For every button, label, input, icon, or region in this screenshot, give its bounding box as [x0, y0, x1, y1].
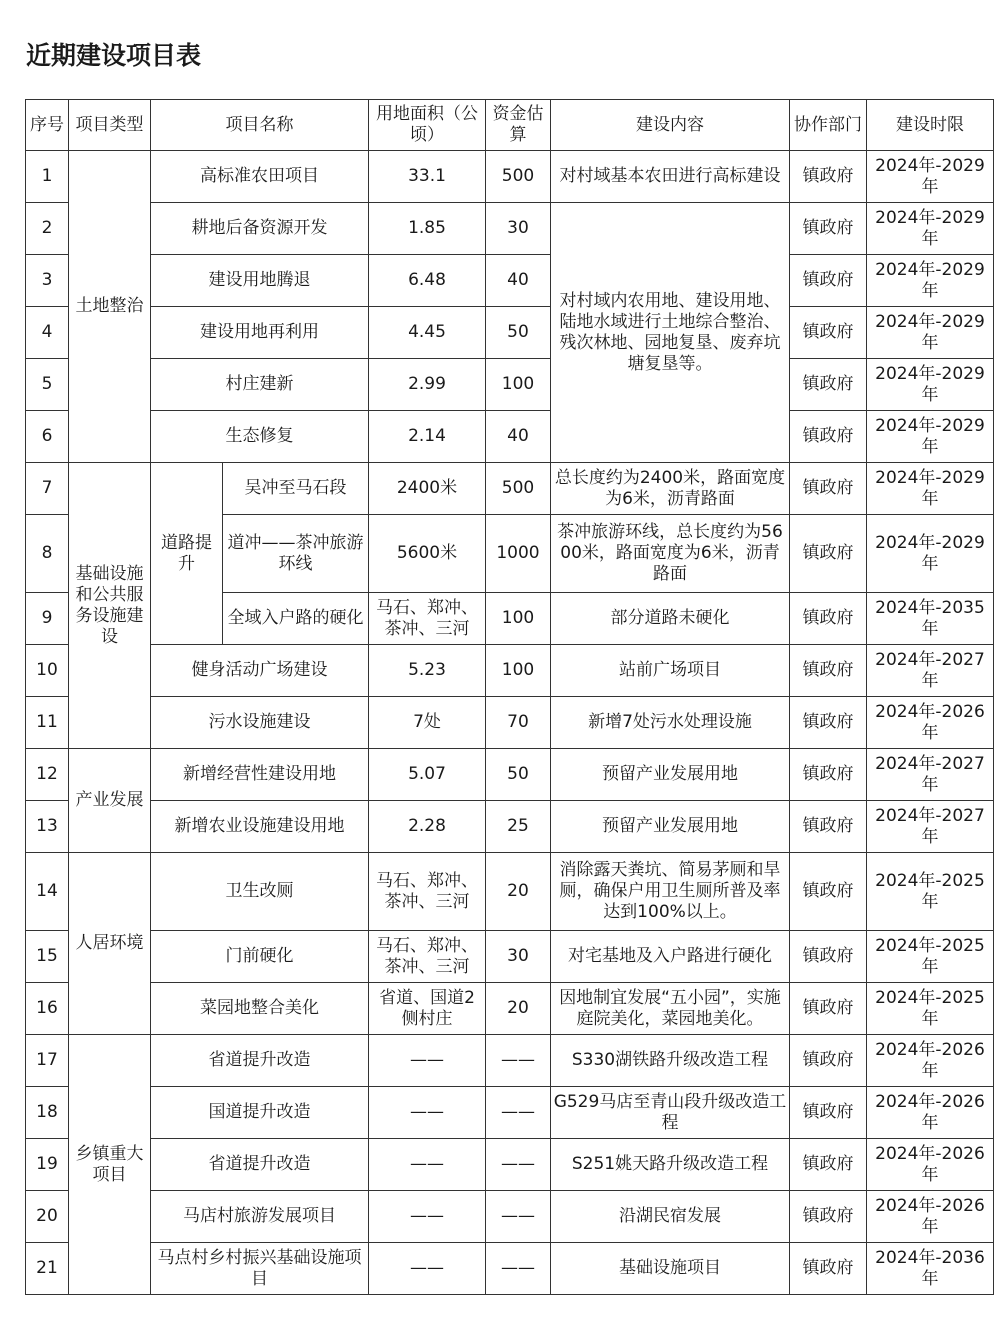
cell-dept: 镇政府: [790, 1035, 867, 1087]
cell-dept: 镇政府: [790, 1243, 867, 1295]
cell-name: 马点村乡村振兴基础设施项目: [151, 1243, 369, 1295]
cell-fund: ——: [486, 1139, 551, 1191]
cell-name: 道冲——茶冲旅游环线: [223, 515, 369, 593]
table-row: [26, 1191, 994, 1243]
cell-name: 生态修复: [151, 411, 369, 463]
cell-name: 健身活动广场建设: [151, 645, 369, 697]
cell-dept: 镇政府: [790, 645, 867, 697]
cell-fund: 50: [486, 749, 551, 801]
cell-content: 对村域基本农田进行高标建设: [551, 151, 790, 203]
cell-period: 2024年-2027年: [867, 801, 994, 853]
cell-content: 新增7处污水处理设施: [551, 697, 790, 749]
cell-no: 10: [26, 645, 69, 697]
cell-area: ——: [369, 1139, 486, 1191]
cell-dept: 镇政府: [790, 801, 867, 853]
table-row: [26, 463, 994, 515]
cell-name: 省道提升改造: [151, 1139, 369, 1191]
cell-area: 5600米: [369, 515, 486, 593]
cell-fund: 20: [486, 853, 551, 931]
table-row: [26, 749, 994, 801]
cell-area: ——: [369, 1243, 486, 1295]
cell-fund: 20: [486, 983, 551, 1035]
cell-area: 5.23: [369, 645, 486, 697]
cell-no: 5: [26, 359, 69, 411]
cell-name: 吴冲至马石段: [223, 463, 369, 515]
cell-area: ——: [369, 1035, 486, 1087]
header-name: 项目名称: [151, 100, 369, 151]
table-row: [26, 203, 994, 255]
cell-content: 茶冲旅游环线，总长度约为5600米，路面宽度为6米，沥青路面: [551, 515, 790, 593]
cell-fund: 100: [486, 593, 551, 645]
cell-period: 2024年-2026年: [867, 1191, 994, 1243]
cell-dept: 镇政府: [790, 593, 867, 645]
table-row: [26, 151, 994, 203]
table-row: [26, 307, 994, 359]
subtype-road-upgrade: 道路提升: [151, 463, 223, 645]
cell-no: 14: [26, 853, 69, 931]
cell-area: 2.28: [369, 801, 486, 853]
table-row: [26, 645, 994, 697]
type-land-remediation: 土地整治: [69, 151, 151, 463]
cell-dept: 镇政府: [790, 203, 867, 255]
cell-period: 2024年-2029年: [867, 151, 994, 203]
cell-fund: 50: [486, 307, 551, 359]
table-row: [26, 1243, 994, 1295]
cell-content: S330湖铁路升级改造工程: [551, 1035, 790, 1087]
cell-area: 1.85: [369, 203, 486, 255]
cell-name: 建设用地再利用: [151, 307, 369, 359]
table-row: [26, 983, 994, 1035]
cell-area: 4.45: [369, 307, 486, 359]
cell-period: 2024年-2026年: [867, 697, 994, 749]
cell-area: ——: [369, 1087, 486, 1139]
cell-dept: 镇政府: [790, 463, 867, 515]
page-title: 近期建设项目表: [26, 41, 202, 70]
cell-area: 马石、郑冲、茶冲、三河: [369, 931, 486, 983]
cell-dept: 镇政府: [790, 515, 867, 593]
cell-dept: 镇政府: [790, 1087, 867, 1139]
cell-no: 15: [26, 931, 69, 983]
cell-name: 高标准农田项目: [151, 151, 369, 203]
cell-dept: 镇政府: [790, 411, 867, 463]
project-table: [25, 99, 994, 1295]
cell-dept: 镇政府: [790, 853, 867, 931]
cell-period: 2024年-2026年: [867, 1139, 994, 1191]
cell-name: 村庄建新: [151, 359, 369, 411]
header-type: 项目类型: [69, 100, 151, 151]
cell-content-merged: 对村域内农用地、建设用地、陆地水域进行土地综合整治、残次林地、园地复垦、废弃坑塘复垦等。: [551, 203, 790, 463]
cell-no: 2: [26, 203, 69, 255]
cell-content: 站前广场项目: [551, 645, 790, 697]
cell-no: 3: [26, 255, 69, 307]
cell-area: 2.99: [369, 359, 486, 411]
cell-content: 对宅基地及入户路进行硬化: [551, 931, 790, 983]
cell-no: 6: [26, 411, 69, 463]
cell-dept: 镇政府: [790, 307, 867, 359]
cell-area: 5.07: [369, 749, 486, 801]
cell-content: 沿湖民宿发展: [551, 1191, 790, 1243]
cell-dept: 镇政府: [790, 697, 867, 749]
table-row: [26, 255, 994, 307]
cell-no: 12: [26, 749, 69, 801]
cell-fund: 500: [486, 151, 551, 203]
table-row: [26, 411, 994, 463]
type-infrastructure: 基础设施和公共服务设施建设: [69, 463, 151, 749]
cell-fund: 40: [486, 255, 551, 307]
cell-content: 预留产业发展用地: [551, 749, 790, 801]
cell-no: 8: [26, 515, 69, 593]
cell-dept: 镇政府: [790, 983, 867, 1035]
cell-period: 2024年-2025年: [867, 931, 994, 983]
cell-content: G529马店至青山段升级改造工程: [551, 1087, 790, 1139]
cell-area: ——: [369, 1191, 486, 1243]
cell-no: 16: [26, 983, 69, 1035]
cell-area: 2.14: [369, 411, 486, 463]
cell-name: 卫生改厕: [151, 853, 369, 931]
cell-fund: 1000: [486, 515, 551, 593]
cell-no: 11: [26, 697, 69, 749]
cell-area: 省道、国道2侧村庄: [369, 983, 486, 1035]
cell-name: 建设用地腾退: [151, 255, 369, 307]
cell-dept: 镇政府: [790, 931, 867, 983]
cell-no: 1: [26, 151, 69, 203]
cell-content: S251姚天路升级改造工程: [551, 1139, 790, 1191]
cell-content: 部分道路未硬化: [551, 593, 790, 645]
cell-area: 马石、郑冲、茶冲、三河: [369, 593, 486, 645]
cell-name: 菜园地整合美化: [151, 983, 369, 1035]
cell-dept: 镇政府: [790, 151, 867, 203]
cell-fund: 100: [486, 359, 551, 411]
cell-fund: 100: [486, 645, 551, 697]
cell-content: 预留产业发展用地: [551, 801, 790, 853]
cell-period: 2024年-2025年: [867, 853, 994, 931]
table-row: [26, 697, 994, 749]
cell-no: 4: [26, 307, 69, 359]
cell-name: 耕地后备资源开发: [151, 203, 369, 255]
cell-name: 省道提升改造: [151, 1035, 369, 1087]
cell-dept: 镇政府: [790, 1191, 867, 1243]
cell-period: 2024年-2029年: [867, 359, 994, 411]
cell-fund: ——: [486, 1191, 551, 1243]
cell-period: 2024年-2035年: [867, 593, 994, 645]
table-row: [26, 801, 994, 853]
cell-area: 马石、郑冲、茶冲、三河: [369, 853, 486, 931]
table-row: [26, 1139, 994, 1191]
table-row: [26, 1087, 994, 1139]
cell-content: 因地制宜发展“五小园”，实施庭院美化，菜园地美化。: [551, 983, 790, 1035]
cell-content: 消除露天粪坑、简易茅厕和旱厕，确保户用卫生厕所普及率达到100%以上。: [551, 853, 790, 931]
cell-no: 19: [26, 1139, 69, 1191]
cell-area: 6.48: [369, 255, 486, 307]
cell-fund: 30: [486, 203, 551, 255]
header-row: [26, 100, 994, 151]
table-row: [26, 359, 994, 411]
cell-period: 2024年-2025年: [867, 983, 994, 1035]
cell-fund: 500: [486, 463, 551, 515]
cell-name: 新增经营性建设用地: [151, 749, 369, 801]
cell-area: 33.1: [369, 151, 486, 203]
cell-period: 2024年-2029年: [867, 515, 994, 593]
table-row: [26, 1035, 994, 1087]
cell-period: 2024年-2036年: [867, 1243, 994, 1295]
header-content: 建设内容: [551, 100, 790, 151]
cell-fund: 40: [486, 411, 551, 463]
cell-dept: 镇政府: [790, 255, 867, 307]
type-living-environment: 人居环境: [69, 853, 151, 1035]
table-row: [26, 853, 994, 931]
cell-period: 2024年-2029年: [867, 307, 994, 359]
table-row: [26, 931, 994, 983]
cell-period: 2024年-2026年: [867, 1087, 994, 1139]
type-industry-development: 产业发展: [69, 749, 151, 853]
cell-name: 污水设施建设: [151, 697, 369, 749]
cell-no: 20: [26, 1191, 69, 1243]
cell-period: 2024年-2029年: [867, 203, 994, 255]
cell-dept: 镇政府: [790, 749, 867, 801]
cell-content: 总长度约为2400米，路面宽度为6米，沥青路面: [551, 463, 790, 515]
cell-period: 2024年-2027年: [867, 645, 994, 697]
cell-no: 13: [26, 801, 69, 853]
cell-no: 9: [26, 593, 69, 645]
cell-period: 2024年-2027年: [867, 749, 994, 801]
cell-period: 2024年-2029年: [867, 411, 994, 463]
cell-name: 国道提升改造: [151, 1087, 369, 1139]
cell-fund: 70: [486, 697, 551, 749]
cell-fund: ——: [486, 1243, 551, 1295]
cell-name: 全域入户路的硬化: [223, 593, 369, 645]
header-no: 序号: [26, 100, 69, 151]
type-major-town-projects: 乡镇重大项目: [69, 1035, 151, 1295]
cell-name: 门前硬化: [151, 931, 369, 983]
cell-no: 18: [26, 1087, 69, 1139]
cell-no: 17: [26, 1035, 69, 1087]
cell-name: 马店村旅游发展项目: [151, 1191, 369, 1243]
cell-fund: ——: [486, 1087, 551, 1139]
header-area: 用地面积（公顷）: [369, 100, 486, 151]
header-fund: 资金估算: [486, 100, 551, 151]
cell-period: 2024年-2026年: [867, 1035, 994, 1087]
cell-no: 7: [26, 463, 69, 515]
cell-fund: 30: [486, 931, 551, 983]
cell-no: 21: [26, 1243, 69, 1295]
cell-fund: ——: [486, 1035, 551, 1087]
cell-dept: 镇政府: [790, 1139, 867, 1191]
cell-period: 2024年-2029年: [867, 255, 994, 307]
cell-fund: 25: [486, 801, 551, 853]
header-dept: 协作部门: [790, 100, 867, 151]
cell-content: 基础设施项目: [551, 1243, 790, 1295]
cell-area: 2400米: [369, 463, 486, 515]
cell-name: 新增农业设施建设用地: [151, 801, 369, 853]
cell-dept: 镇政府: [790, 359, 867, 411]
cell-period: 2024年-2029年: [867, 463, 994, 515]
header-period: 建设时限: [867, 100, 994, 151]
cell-area: 7处: [369, 697, 486, 749]
